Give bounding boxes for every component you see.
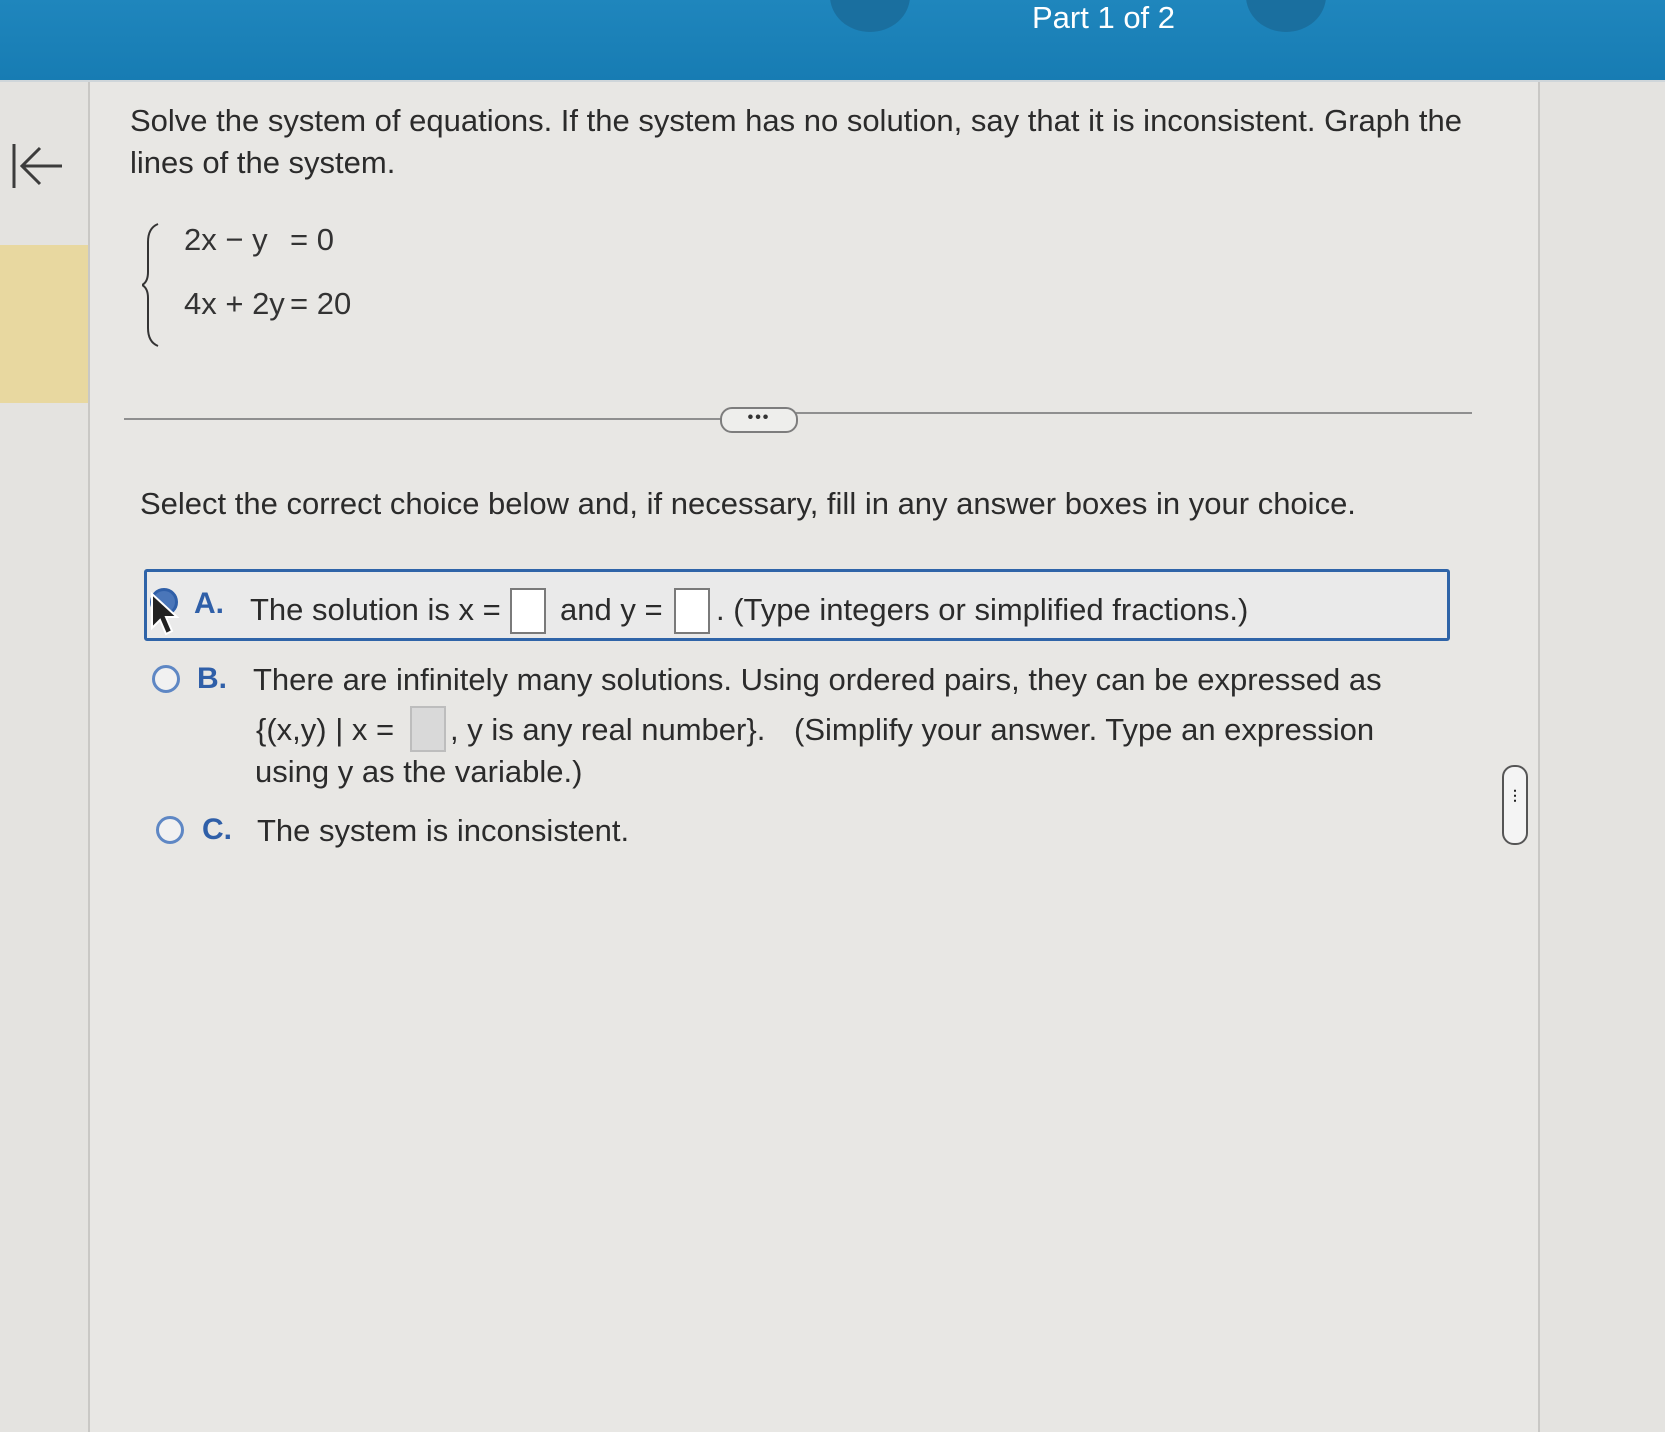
- more-options-icon[interactable]: •••: [720, 407, 798, 433]
- divider: [124, 418, 724, 420]
- choice-c-text: The system is inconsistent.: [257, 813, 630, 848]
- equation-2-lhs: 4x + 2y: [184, 286, 285, 321]
- x-expression-input[interactable]: [410, 706, 446, 752]
- choice-a-text: and y =: [560, 592, 663, 627]
- part-indicator: Part 1 of 2: [1032, 0, 1176, 35]
- choice-b-letter: B.: [197, 662, 227, 695]
- equation-1-rhs: = 0: [290, 222, 334, 257]
- system-brace: [142, 222, 162, 348]
- previous-part-button[interactable]: [830, 0, 910, 32]
- instruction-text: Select the correct choice below and, if necessary, fill in any answer boxes in your choice.: [140, 486, 1356, 521]
- choice-b-text: There are infinitely many solutions. Using ordered pairs, they can be expressed as: [253, 662, 1382, 697]
- question-text: Solve the system of equations. If the system has no solution, say that it is inconsistent. Graph the lines of the system.: [130, 103, 1462, 180]
- choice-b-hint: (Simplify your answer. Type an expression: [794, 712, 1375, 747]
- choice-b-set: {(x,y) | x =: [256, 712, 395, 747]
- equation-1-lhs: 2x − y: [184, 222, 268, 257]
- y-answer-input[interactable]: [674, 588, 710, 634]
- back-to-start-icon[interactable]: [6, 138, 66, 194]
- choice-b-hint: using y as the variable.): [255, 754, 583, 789]
- choice-b-set: , y is any real number}.: [450, 712, 766, 747]
- cursor-icon: [150, 592, 180, 636]
- divider: [796, 412, 1472, 414]
- choice-c-radio[interactable]: [156, 816, 184, 844]
- choice-b-radio[interactable]: [152, 665, 180, 693]
- top-bar: [0, 0, 1665, 82]
- x-answer-input[interactable]: [510, 588, 546, 634]
- choice-c-letter: C.: [202, 813, 232, 846]
- choice-a-letter: A.: [194, 587, 224, 620]
- sidebar-highlight: [0, 245, 95, 403]
- equation-2-rhs: = 20: [290, 286, 352, 321]
- choice-a-hint: . (Type integers or simplified fractions.): [716, 592, 1249, 627]
- side-menu-button[interactable]: ⋮: [1502, 765, 1528, 845]
- next-part-button[interactable]: [1246, 0, 1326, 32]
- choice-a-text: The solution is x =: [250, 592, 501, 627]
